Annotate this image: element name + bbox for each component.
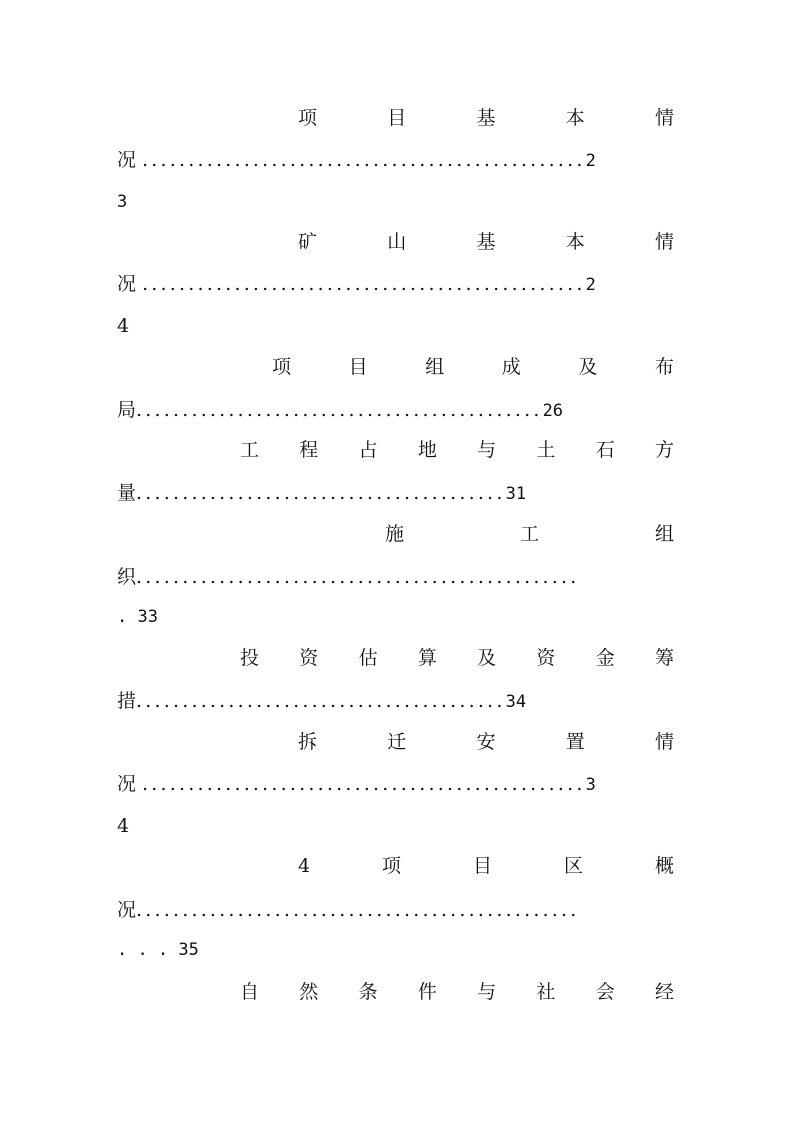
title-char: 安	[476, 731, 496, 753]
title-char: 资	[299, 647, 319, 669]
title-char: 土	[536, 439, 556, 461]
page-number-continued: 3	[117, 192, 128, 212]
toc-entry-leader	[117, 479, 526, 507]
title-char: 施	[385, 523, 405, 545]
page-number-continued: 4	[117, 815, 130, 837]
title-char: 组	[654, 523, 674, 545]
toc-entry-title	[298, 228, 674, 256]
toc-lead-char: 况	[117, 273, 137, 295]
toc-entry-title	[240, 436, 674, 464]
title-char: 区	[563, 855, 583, 877]
toc-lead-char: 量	[117, 482, 137, 504]
title-char: 与	[477, 981, 497, 1003]
title-char: 程	[299, 439, 319, 461]
toc-entry-title	[385, 520, 674, 548]
title-char: 估	[358, 647, 378, 669]
toc-entry-leader	[117, 563, 580, 591]
title-char: 布	[654, 356, 674, 378]
toc-entry-leader	[117, 396, 563, 424]
toc-lead-char: 况	[117, 899, 137, 921]
title-char: 及	[578, 356, 598, 378]
toc-entry-title	[240, 644, 674, 672]
title-char: 项	[382, 855, 402, 877]
title-char: 概	[654, 855, 674, 877]
title-char: 石	[595, 439, 615, 461]
toc-entry-title	[240, 978, 674, 1006]
title-char: 投	[240, 647, 260, 669]
title-char: 情	[654, 231, 674, 253]
title-char: 占	[358, 439, 378, 461]
title-char: 情	[654, 107, 674, 129]
title-char: 本	[565, 231, 585, 253]
title-char: 组	[425, 356, 445, 378]
toc-entry-title	[298, 104, 674, 132]
dot-leader: ........................................	[136, 482, 506, 504]
dot-leader: ................................................	[136, 566, 580, 588]
title-char: 然	[299, 981, 319, 1003]
page-number: 2	[585, 275, 596, 295]
title-char: 目	[348, 356, 368, 378]
title-char: 条	[358, 981, 378, 1003]
page-number-continued: 4	[117, 315, 130, 337]
title-char: 工	[519, 523, 539, 545]
toc-lead-char: 况	[117, 773, 137, 795]
dot-leader: ........................................	[136, 690, 506, 712]
title-char: 项	[298, 107, 318, 129]
title-char: 筹	[654, 647, 674, 669]
toc-entry-leader	[117, 270, 596, 298]
title-char: 情	[654, 731, 674, 753]
page-number-continued: . . . 35	[117, 940, 199, 960]
title-char: 社	[536, 981, 556, 1003]
page-number: 34	[505, 692, 527, 712]
toc-entry-title	[298, 852, 674, 880]
dot-leader: ................................................	[142, 773, 586, 795]
toc-entry-title	[272, 353, 674, 381]
title-char: 方	[654, 439, 674, 461]
title-char: 项	[272, 356, 292, 378]
dot-leader: ................................................	[142, 149, 586, 171]
toc-entry-leader	[117, 770, 596, 798]
title-char: 资	[536, 647, 556, 669]
dot-leader: ................................................	[136, 899, 580, 921]
title-char: 基	[476, 231, 496, 253]
title-char: 地	[417, 439, 437, 461]
toc-lead-char: 措	[117, 690, 137, 712]
title-char: 目	[473, 855, 493, 877]
title-char: 本	[565, 107, 585, 129]
title-char: 算	[417, 647, 437, 669]
title-char: 件	[417, 981, 437, 1003]
title-char: 经	[654, 981, 674, 1003]
title-char: 自	[240, 981, 260, 1003]
toc-entry-leader	[117, 687, 526, 715]
page-number-continued: . 33	[117, 607, 158, 627]
page-number: 26	[542, 401, 564, 421]
title-char: 工	[240, 439, 260, 461]
title-char: 会	[595, 981, 615, 1003]
title-char: 拆	[298, 731, 318, 753]
toc-lead-char: 局	[117, 399, 137, 421]
title-char: 置	[565, 731, 585, 753]
title-char: 金	[595, 647, 615, 669]
page-number: 3	[585, 775, 596, 795]
toc-lead-char: 况	[117, 149, 137, 171]
page-number: 31	[505, 484, 527, 504]
dot-leader: ............................................	[136, 399, 543, 421]
title-char: 及	[477, 647, 497, 669]
title-char: 目	[387, 107, 407, 129]
toc-entry-leader	[117, 896, 580, 924]
title-char: 4	[298, 855, 311, 877]
toc-lead-char: 织	[117, 566, 137, 588]
dot-leader: ................................................	[142, 273, 586, 295]
title-char: 基	[476, 107, 496, 129]
title-char: 与	[477, 439, 497, 461]
title-char: 成	[501, 356, 521, 378]
page-number: 2	[585, 151, 596, 171]
title-char: 迁	[387, 731, 407, 753]
toc-entry-leader	[117, 146, 596, 174]
title-char: 山	[387, 231, 407, 253]
title-char: 矿	[298, 231, 318, 253]
toc-entry-title	[298, 728, 674, 756]
